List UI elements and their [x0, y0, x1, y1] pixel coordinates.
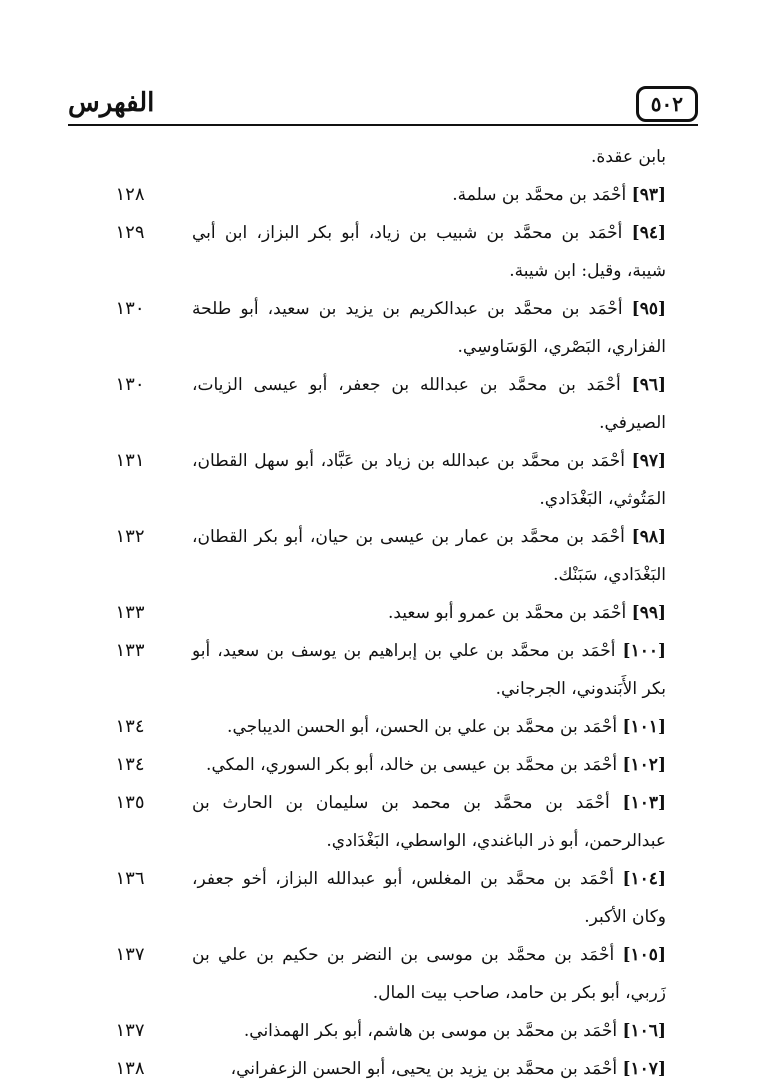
entry-page-number: ١٣٧ [115, 944, 145, 965]
entry-text [192, 746, 666, 784]
entry-line [0, 442, 760, 480]
entry-index: [١٠٥] [622, 945, 666, 965]
entry-line [0, 974, 760, 1012]
entry-text [192, 518, 666, 556]
entry-page-number: ١٣٢ [115, 526, 145, 547]
entry-text [192, 594, 666, 632]
entry-index: [١٠١] [622, 717, 666, 737]
entry-line [0, 594, 760, 632]
entry-page-number: ١٣٤ [115, 754, 145, 775]
entry-page-number: ١٣٨ [115, 1058, 145, 1079]
entry-index: [١٠٧] [622, 1059, 666, 1079]
entry-page-number: ١٣٣ [115, 602, 145, 623]
entry-index: [٩٦] [631, 375, 667, 395]
entry-text [192, 936, 666, 974]
entry-index: [٩٨] [631, 527, 666, 547]
index-entries [0, 138, 760, 1088]
entry-page-number: ١٣٠ [115, 374, 145, 395]
running-title: الفهرس [68, 88, 155, 118]
entry-line [0, 480, 760, 518]
entry-text [192, 1050, 666, 1088]
entry-index: [٩٣] [631, 185, 666, 205]
header-rule [68, 124, 698, 126]
entry-text [192, 898, 666, 936]
entry-text [192, 822, 666, 860]
entry-page-number: ١٣٤ [115, 716, 145, 737]
entry-page-number: ١٣٠ [115, 298, 145, 319]
entry-index: [١٠٣] [622, 793, 667, 813]
entry-text [192, 670, 666, 708]
entry-name: أحْمَد بن محمَّد بن عيسى بن خالد، أبو بكر السوري، المكي. [206, 755, 618, 775]
page-number: ٥٠٢ [636, 86, 698, 122]
entry-line [0, 556, 760, 594]
entry-text [192, 366, 666, 404]
entry-name: بكر الأَبَندوني، الجرجاني. [495, 679, 666, 699]
entry-name: الصيرفي. [599, 413, 666, 433]
entry-page-number: ١٣٦ [115, 868, 145, 889]
entry-line [0, 632, 760, 670]
entry-text [192, 708, 666, 746]
entry-line [0, 328, 760, 366]
entry-name: شيبة، وقيل: ابن شيبة. [509, 261, 666, 281]
entry-name: بابن عقدة. [591, 147, 666, 167]
entry-text [192, 214, 666, 252]
entry-name: أحْمَد بن محمَّد بن محمد بن سليمان بن الحارث بن [192, 793, 610, 813]
entry-name: وكان الأكبر. [584, 907, 666, 927]
entry-text [192, 860, 666, 898]
entry-name: أحْمَد بن محمَّد بن عمرو أبو سعيد. [387, 603, 627, 623]
entry-index: [٩٩] [631, 603, 666, 623]
page-header [68, 82, 698, 124]
entry-text [192, 480, 666, 518]
entry-name: عبدالرحمن، أبو ذر الباغندي، الواسطي، البَغْدَادي. [326, 831, 666, 851]
entry-name: أحْمَد بن محمَّد بن عبدالله بن زياد بن عَبَّاد، أبو سهل القطان، [192, 451, 626, 471]
entry-line [0, 746, 760, 784]
entry-text [192, 556, 666, 594]
entry-page-number: ١٣٥ [115, 792, 145, 813]
entry-line [0, 670, 760, 708]
entry-index: [١٠٠] [622, 641, 667, 661]
entry-index: [١٠٦] [622, 1021, 666, 1041]
entry-name: أحْمَد بن محمَّد بن المغلس، أبو عبدالله البزاز، أخو جعفر، [192, 869, 614, 889]
entry-line [0, 138, 760, 176]
entry-name: أحْمَد بن محمَّد بن موسى بن هاشم، أبو بكر الهمذاني. [243, 1021, 618, 1041]
entry-line [0, 366, 760, 404]
entry-line [0, 290, 760, 328]
entry-text [192, 290, 666, 328]
entry-name: المَتُوثي، البَغْدَادي. [539, 489, 666, 509]
entry-index: [١٠٢] [622, 755, 666, 775]
entry-index: [٩٧] [631, 451, 666, 471]
entry-name: الفزاري، البَصْري، الوَسَاوسِي. [457, 337, 666, 357]
entry-page-number: ١٣٣ [115, 640, 145, 661]
entry-line [0, 518, 760, 556]
entry-line [0, 822, 760, 860]
entry-name: زَربي، أبو بكر بن حامد، صاحب بيت المال. [372, 983, 666, 1003]
entry-line [0, 784, 760, 822]
entry-line [0, 1050, 760, 1088]
entry-text [192, 632, 666, 670]
entry-name: أحْمَد بن محمَّد بن علي بن الحسن، أبو الحسن الديباجي. [227, 717, 618, 737]
entry-text [192, 138, 666, 176]
entry-text [192, 1012, 666, 1050]
entry-text [192, 784, 666, 822]
entry-index: [٩٤] [631, 223, 666, 243]
entry-text [192, 974, 666, 1012]
entry-text [192, 252, 666, 290]
entry-name: أحْمَد بن محمَّد بن شبيب بن زياد، أبو بكر البزاز، ابن أبي [192, 223, 623, 243]
entry-page-number: ١٣١ [115, 450, 145, 471]
entry-text [192, 176, 666, 214]
entry-index: [٩٥] [631, 299, 666, 319]
entry-name: البَغْدَادي، سَبَنْك. [553, 565, 666, 585]
entry-line [0, 252, 760, 290]
entry-page-number: ١٢٩ [115, 222, 145, 243]
entry-name: أحْمَد بن محمَّد بن يزيد بن يحيى، أبو الحسن الزعفراني، [230, 1059, 618, 1079]
entry-name: أحْمَد بن محمَّد بن سلمة. [452, 185, 627, 205]
entry-line [0, 176, 760, 214]
entry-page-number: ١٢٨ [115, 184, 145, 205]
entry-line [0, 708, 760, 746]
entry-text [192, 328, 666, 366]
entry-line [0, 936, 760, 974]
entry-name: أحْمَد بن محمَّد بن عمار بن عيسى بن حيان، أبو بكر القطان، [192, 527, 625, 547]
entry-line [0, 860, 760, 898]
entry-line [0, 404, 760, 442]
entry-text [192, 442, 666, 480]
entry-name: أحْمَد بن محمَّد بن موسى بن النضر بن حكيم بن علي بن [192, 945, 615, 965]
entry-line [0, 1012, 760, 1050]
entry-page-number: ١٣٧ [115, 1020, 145, 1041]
entry-line [0, 898, 760, 936]
entry-line [0, 214, 760, 252]
entry-name: أحْمَد بن محمَّد بن عبدالله بن جعفر، أبو عيسى الزيات، [192, 375, 621, 395]
entry-text [192, 404, 666, 442]
entry-name: أحْمَد بن محمَّد بن علي بن إبراهيم بن يوسف بن سعيد، أبو [192, 641, 616, 661]
entry-name: أحْمَد بن محمَّد بن عبدالكريم بن يزيد بن سعيد، أبو طلحة [192, 299, 623, 319]
entry-index: [١٠٤] [622, 869, 666, 889]
